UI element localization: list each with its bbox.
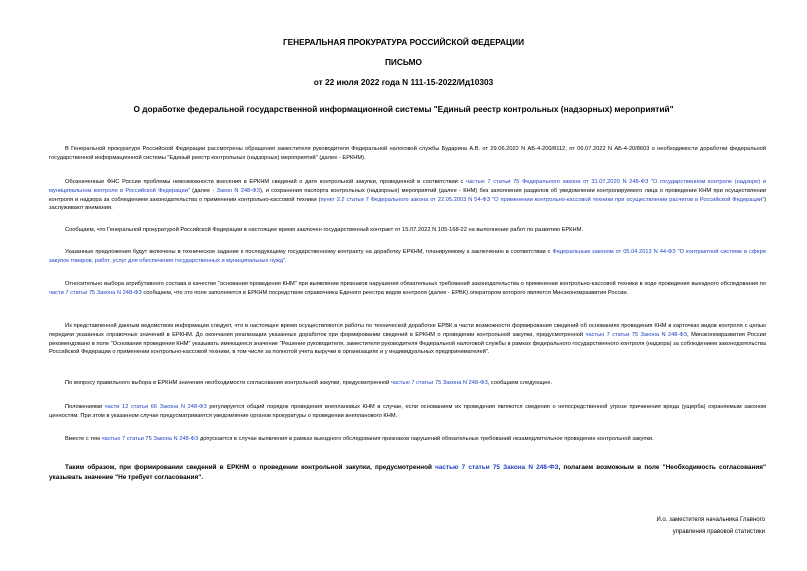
paragraph-text: Относительно выбора атрибутивного состава в качестве "основания проведения КНМ" при выявлении признаков нарушения обязательных требований законодательства о применении контрольно-кассовой техники в ходе проведения выездного обследования по [65,281,766,287]
paragraph [49,322,766,357]
paragraph-text: регулируется общий порядок проведения внеплановых КНМ в случае, если основанием их проведения являются сведения о непосредственной угрозе причинения вреда (ущерба) охраняемым законом ценностям. При этом в указанном случае предусматривается уведомление органов прокуратуры о проведении внепланового КНМ. [49,404,767,419]
paragraph-text: Указанные предложения будут включены в техническое задание к последующему государственному контракту на доработку ЕРКНМ, планируемому к заключению в соответствии с [65,249,553,255]
law-reference-link[interactable]: части 7 статьи 75 Закона N 248-ФЗ [49,289,142,296]
paragraph-text: допускается в случае выявления в рамках выездного обследования признаков нарушений обязательных требований незамедлительное проведение контрольной закупки. [198,436,654,442]
paragraph [49,403,766,421]
signature-line-2: управления правовой статистики [672,529,765,535]
paragraph-text: В Генеральной прокуратуре Российской Федерации рассмотрены обращения заместителя руководителя Федеральной налоговой службы Бударина А.В. от 29.06.2022 N АБ-4-200/8112, от 06.07.2022 N АБ-4-20/8603 о необходимости доработки федеральной государственной информационной системы "Единый реестр контрольных (надзорных) мероприятий" (далее - ЕРКНМ). [49,146,766,161]
paragraph-text: ), и сохранения паспорта контрольных (надзорных) мероприятий (далее - КНМ) без заполнения разделов об уведомлении контролируемого лица о проведении КНМ при осуществлении контроля и надзора за соблюдением законодательства о применении контрольно-кассовой техники ( [49,187,766,203]
paragraph-text: . [285,257,287,264]
paragraph-text: , Минэкономразвития России рекомендовано в поле "Основания проведения КНМ" указывать имеющееся значение "Решение руководителя, заместителя руководителя Федеральной налоговой службы в рамках федерального государственного контроля (надзора) за соблюдением законодательства Российской Федерации о применении контрольно-кассовой техники, в том числе за полнотой учета выручки в организациях и у индивидуальных предпринимателей". [49,331,767,356]
paragraph-text: , полагаем возможным в поле "Необходимость согласования" указывать значение "Не требует согласования". [49,464,767,481]
paragraph [49,145,766,163]
paragraph-text: ) заслуживают внимания. [49,196,766,212]
paragraph-text: (далее - [189,187,217,194]
law-reference-link[interactable]: Федеральным законом от 05.04.2013 N 44-ФЗ "О контрактной системе в сфере закупок товаров, работ, услуг для обеспечения государственных и муниципальных нужд" [49,249,766,264]
paragraph-text: Из представленной данным ведомством информации следует, что в настоящее время осуществляются работы по технической доработке ЕРВК в части возможности формирования сведений об основаниях проведения КНМ в карточках видов контроля с целью передачи указанных справочных значений в ЕРКНМ. До окончания реализации указанных доработок при формировании сведений в ЕРКНМ о проведении контрольной закупки, предусмотренной [49,323,766,338]
paragraph-text: Вместе с тем [65,436,102,442]
paragraph [49,226,766,235]
law-reference-link[interactable]: пункт 2.2 статьи 7 Федерального закона от 22.05.2003 N 54-ФЗ "О применении контрольно-кассовой техники при осуществлении расчетов в Российской Федерации" [320,196,765,203]
paragraph [49,248,766,266]
paragraph-text: сообщаем, что это поле заполняется в ЕРКНМ посредством справочника Единого реестра видов контроля (далее - ЕРВК) оператором которого является Минэкономразвития России. [141,289,629,296]
org-name: ГЕНЕРАЛЬНАЯ ПРОКУРАТУРА РОССИЙСКОЙ ФЕДЕРАЦИИ [282,37,525,47]
paragraph [49,178,766,213]
law-reference-link[interactable]: частью 7 статьи 75 Закона N 248-ФЗ [101,436,199,442]
doc-type: ПИСЬМО [384,57,423,67]
paragraph-text: Положениями [65,404,105,410]
law-reference-link[interactable]: частью 7 статьи 75 Закона N 248-ФЗ [435,464,559,471]
signature-line-1: И.о. заместителя начальника Главного [656,517,765,523]
paragraph [49,435,766,444]
paragraph-text: , сообщаем следующее. [487,380,553,386]
paragraph-text: Обозначенные ФНС России проблемы невозможности внесения в ЕРКНМ сведений о дате контрольной закупки, проведенной в соответствии с [65,179,467,185]
law-reference-link[interactable]: частью 7 статьи 75 Закона N 248-ФЗ [585,331,688,338]
law-reference-link[interactable]: частью 7 статьи 75 Закона N 248-ФЗ [390,380,488,386]
paragraph [49,379,766,388]
doc-date-number: от 22 июля 2022 года N 111-15-2022/Ид10303 [313,77,494,87]
law-reference-link[interactable]: части 12 статьи 66 Закона N 248-ФЗ [104,404,207,410]
doc-subject: О доработке федеральной государственной информационной системы "Единый реестр контрольных (надзорных) мероприятий" [133,104,674,114]
paragraph-text: По вопросу правильного выбора в ЕРКНМ значения необходимости согласования контрольной закупки, предусмотренной [65,380,391,386]
paragraph-conclusion [49,463,766,482]
paragraph-text: Сообщаем, что Генеральной прокуратурой Российской Федерации в настоящее время заключен государственный контракт от 15.07.2022 N 105-168-22 на выполнение работ по развитию ЕРКНМ. [65,227,583,233]
law-reference-link[interactable]: Закон N 248-ФЗ [216,187,260,194]
paragraph-text: Таким образом, при формировании сведений в ЕРКНМ о проведении контрольной закупки, предусмотренной [65,464,436,471]
law-reference-link[interactable]: частью 7 статьи 75 Федерального закона от 31.07.2020 N 248-ФЗ "О государственном контроле (надзоре) и муниципальном контроле в Российской Федерации" [49,179,766,194]
paragraph [49,280,766,298]
